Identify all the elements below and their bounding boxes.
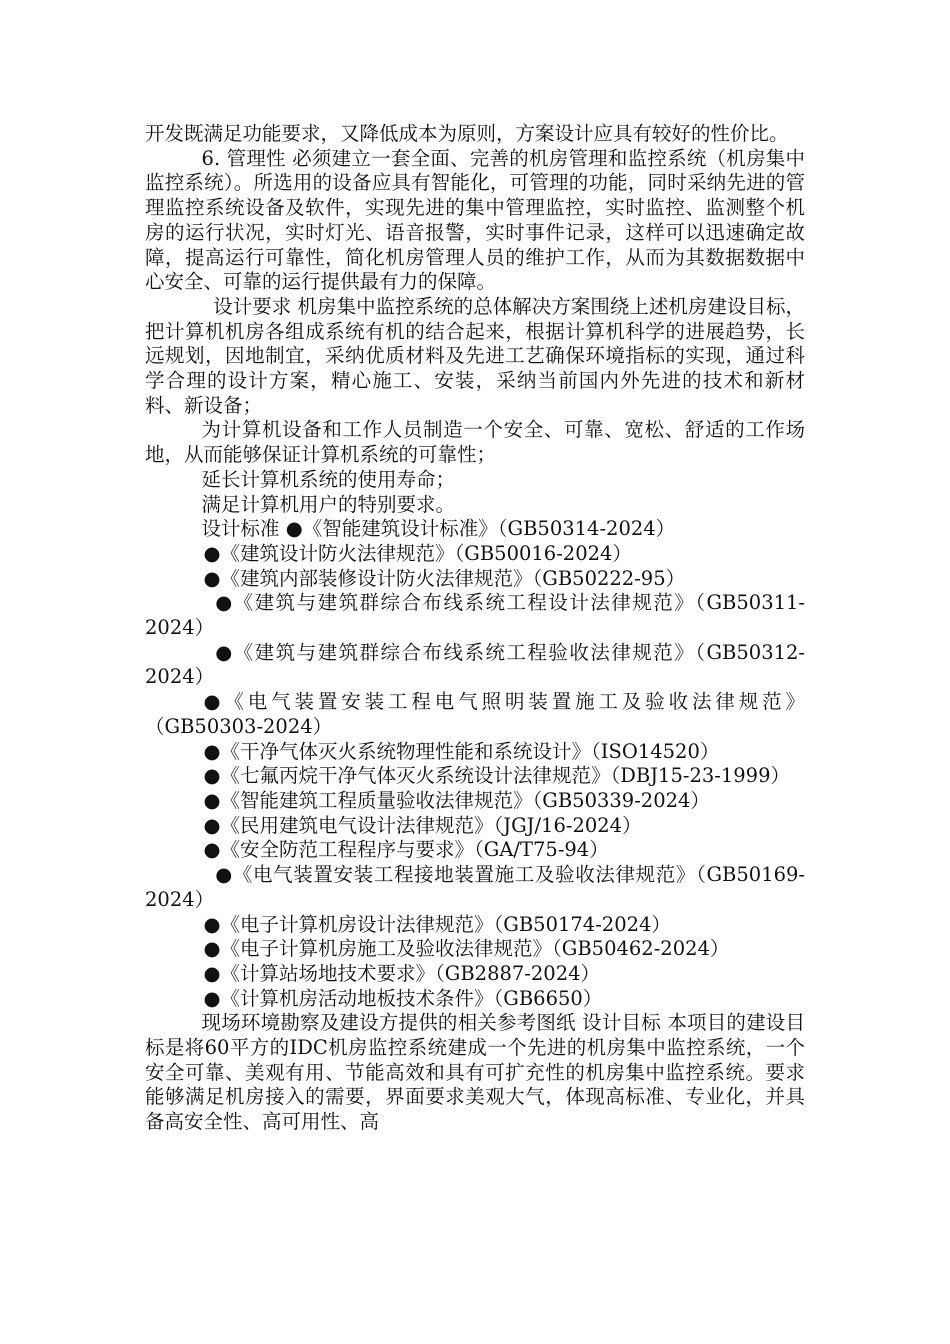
standard-item: ●《计算站场地技术要求》（GB2887-2024）: [203, 961, 601, 985]
standard-item: ●《建筑与建筑群综合布线系统工程设计法律规范》（GB50311-2024）: [145, 591, 805, 640]
paragraph-cost-principle: 开发既满足功能要求，又降低成本为原则，方案设计应具有较好的性价比。: [145, 122, 789, 145]
standard-item: ●《电子计算机房施工及验收法律规范》（GB50462-2024）: [203, 937, 730, 961]
standard-item: ●《七氟丙烷干净气体灭火系统设计法律规范》（DBJ15-23-1999）: [203, 764, 790, 788]
standard-item: ●《干净气体灭火系统物理性能和系统设计》（ISO14520）: [203, 739, 720, 763]
paragraph-special-requirements: 满足计算机用户的特别要求。: [201, 492, 456, 516]
standard-item: ●《建筑内部装修设计防火法律规范》（GB50222-95）: [203, 566, 686, 590]
standard-item: ●《安全防范工程程序与要求》（GA/T75-94）: [203, 838, 609, 862]
standard-item: ●《电气装置安装工程电气照明装置施工及验收法律规范》（GB50303-2024）: [145, 690, 805, 738]
paragraph-design-goal: 现场环境勘察及建设方提供的相关参考图纸 设计目标 本项目的建设目标是将60平方的IDC机房监控系统建成一个先进的机房集中监控系统，一个安全可靠、美观有用、节能高效和具有可扩充性的机房集中监控系统。要求能够满足机房接入的需要，界面要求美观大气，体现高标准、专业化，并具备高安全性、高可用性、高: [145, 1011, 805, 1134]
standard-item: ●《电子计算机房设计法律规范》（GB50174-2024）: [203, 912, 671, 936]
document-page: [145, 122, 805, 1135]
standard-item: ●《智能建筑工程质量验收法律规范》（GB50339-2024）: [203, 788, 710, 812]
paragraph-extend-lifetime: 延长计算机系统的使用寿命；: [201, 467, 456, 491]
standard-item: ●《电气装置安装工程接地装置施工及验收法律规范》（GB50169-2024）: [145, 863, 805, 911]
paragraph-design-requirements: 设计要求 机房集中监控系统的总体解决方案围绕上述机房建设目标，把计算机机房各组成系统有机的结合起来，根据计算机科学的进展趋势，长远规划，因地制宜，采纳优质材料及先进工艺确保环境指标的实现，通过科学合理的设计方案，精心施工、安装，采纳当前国内外先进的技术和新材料、新设备；: [145, 294, 805, 417]
paragraph-manageability: 6. 管理性 必须建立一套全面、完善的机房管理和监控系统（机房集中监控系统）。所选用的设备应具有智能化，可管理的功能，同时采纳先进的管理监控系统设备及软件，实现先进的集中管理监控，实时监控、监测整个机房的运行状况，实时灯光、语音报警，实时事件记录，这样可以迅速确定故障，提高运行可靠性，简化机房管理人员的维护工作，从而为其数据数据中心安全、可靠的运行提供最有力的保障。: [145, 146, 805, 294]
standard-item: ●《计算机房活动地板技术条件》（GB6650）: [203, 986, 603, 1010]
standard-item: ●《建筑设计防火法律规范》（GB50016-2024）: [203, 541, 632, 565]
standards-heading-item: 设计标准 ●《智能建筑设计标准》（GB50314-2024）: [201, 517, 676, 541]
standard-item: ●《建筑与建筑群综合布线系统工程验收法律规范》（GB50312-2024）: [145, 640, 805, 689]
paragraph-safe-environment: 为计算机设备和工作人员制造一个安全、可靠、宽松、舒适的工作场地，从而能够保证计算机系统的可靠性；: [145, 418, 805, 467]
standard-item: ●《民用建筑电气设计法律规范》（JGJ/16-2024）: [203, 813, 642, 837]
